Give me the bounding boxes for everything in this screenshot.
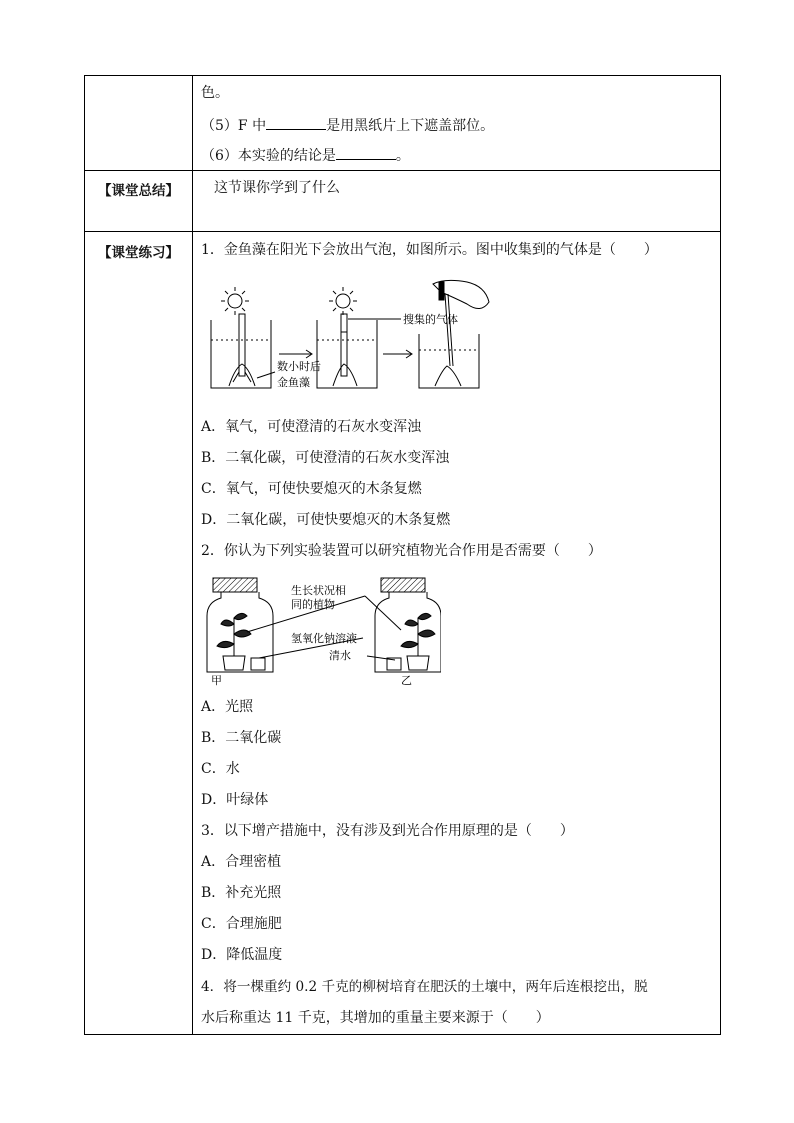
water-label: 清水 (329, 649, 351, 662)
sun-icon (336, 294, 350, 308)
q6-suffix: 。 (395, 148, 410, 164)
naoh-label: 氢氧化钠溶液 (291, 632, 357, 645)
column-divider (192, 76, 193, 1034)
q2-option-c: C．水 (201, 761, 240, 777)
q1-option-c: C．氧气，可使快要熄灭的木条复燃 (201, 481, 422, 497)
collected-gas-label: 搜集的气体 (403, 313, 458, 326)
beaker-icon (211, 320, 271, 388)
q3-option-a: A．合理密植 (201, 854, 282, 870)
question-6 (201, 146, 410, 165)
weed-icon (229, 364, 255, 386)
summary-label: 【课堂总结】 (98, 183, 179, 199)
q2-option-d: D．叶绿体 (201, 792, 269, 808)
q5-suffix: 是用黑纸片上下遮盖部位。 (326, 118, 495, 134)
row-divider (85, 170, 720, 171)
flower-pot-icon (407, 656, 429, 670)
goldfish-weed-label: 金鱼藻 (277, 376, 310, 389)
q5-prefix: （5）F 中 (201, 118, 267, 134)
sun-rays-icon (329, 287, 357, 315)
q6-blank (336, 146, 396, 160)
jar-b-label: 乙 (401, 674, 412, 686)
q2-option-b: B．二氧化碳 (201, 730, 282, 746)
q1-option-d: D．二氧化碳，可使快要熄灭的木条复燃 (201, 512, 451, 528)
row1-line1: 色。 (201, 85, 229, 101)
small-beaker-icon (251, 658, 265, 670)
weed-icon (333, 364, 357, 386)
practice-label: 【课堂练习】 (98, 245, 179, 261)
q2-stem: 2．你认为下列实验装置可以研究植物光合作用是否需要（ ） (201, 543, 602, 559)
bell-jar-figure (203, 572, 441, 686)
q4-line2: 水后称重达 11 千克，其增加的重量主要来源于（ ） (201, 1010, 550, 1026)
after-hours-label: 数小时后 (277, 360, 321, 373)
summary-text: 这节课你学到了什么 (214, 180, 340, 196)
q3-option-b: B．补充光照 (201, 885, 282, 901)
q2-option-a: A．光照 (201, 699, 254, 715)
plants-label-line1: 生长状况相 (291, 584, 346, 597)
question-5 (201, 116, 494, 135)
q3-stem: 3．以下增产措施中，没有涉及到光合作用原理的是（ ） (201, 823, 574, 839)
test-tube-icon (239, 314, 245, 376)
q5-blank (266, 116, 326, 130)
flower-pot-icon (223, 656, 245, 670)
q6-prefix: （6）本实验的结论是 (201, 148, 336, 164)
row-divider (85, 231, 720, 232)
q3-option-d: D．降低温度 (201, 947, 283, 963)
q1-option-a: A．氧气，可使澄清的石灰水变浑浊 (201, 419, 422, 435)
q4-line1: 4．将一棵重约 0.2 千克的柳树培育在肥沃的土壤中，两年后连根挖出，脱 (201, 979, 648, 995)
sun-icon (228, 294, 242, 308)
q3-option-c: C．合理施肥 (201, 916, 282, 932)
weed-icon (435, 366, 461, 386)
jar-lid-icon (381, 578, 425, 592)
q1-option-b: B．二氧化碳，可使澄清的石灰水变浑浊 (201, 450, 450, 466)
goldfish-weed-figure (205, 274, 505, 398)
sun-rays-icon (221, 287, 249, 315)
beaker-icon (419, 334, 479, 388)
jar-lid-icon (213, 578, 257, 592)
plants-label-line2: 同的植物 (291, 598, 335, 611)
q1-stem: 1．金鱼藻在阳光下会放出气泡，如图所示。图中收集到的气体是（ ） (201, 242, 658, 258)
worksheet-table (84, 75, 721, 1035)
jar-a-label: 甲 (211, 674, 222, 686)
